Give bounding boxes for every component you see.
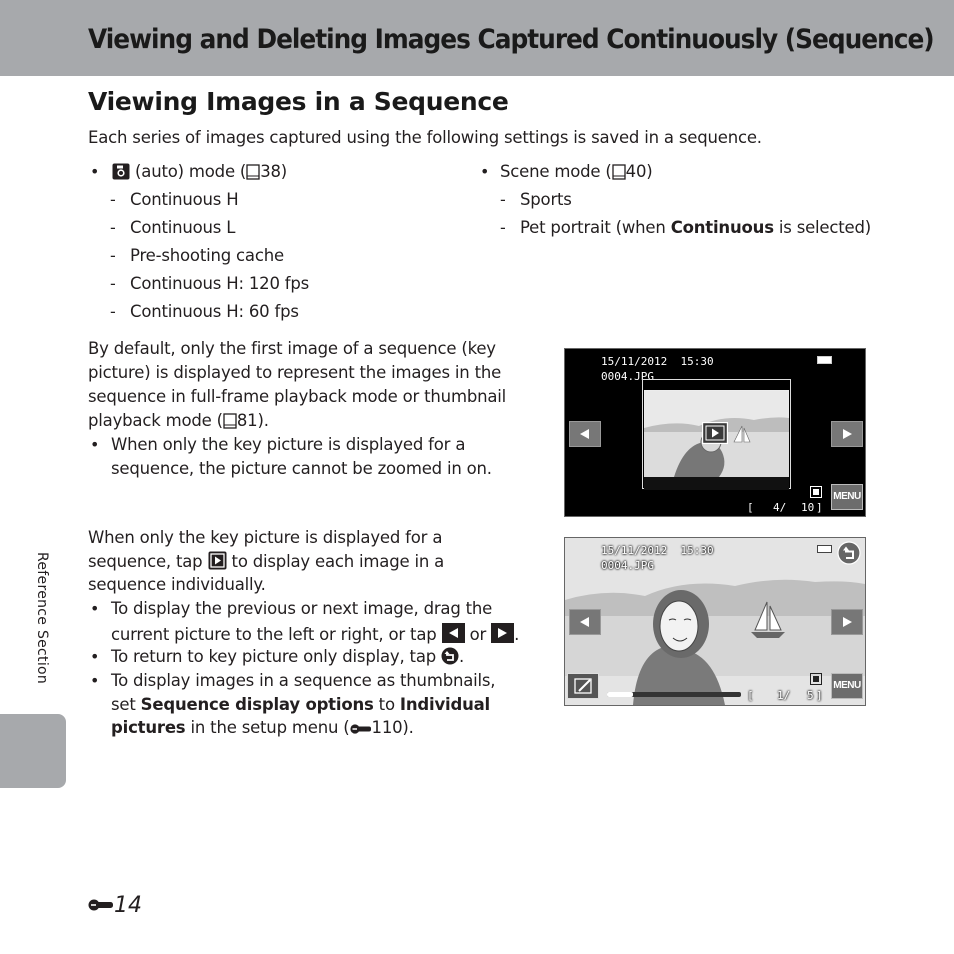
scroll-thumb[interactable] (607, 692, 633, 697)
image-total: 5 (807, 689, 814, 702)
book-reference-icon (246, 164, 260, 180)
text-span: or (464, 625, 492, 644)
list-item: Sports (520, 190, 572, 209)
intro-text: Each series of images captured using the following settings is saved in a sequence. (88, 128, 762, 147)
menu-button[interactable]: MENU (831, 484, 863, 510)
page-number (88, 893, 142, 918)
text-span: . (514, 625, 520, 644)
para-line (111, 695, 490, 714)
image-total: 10 (801, 501, 815, 514)
list-item: Continuous L (130, 218, 236, 237)
text-span: set (111, 695, 141, 714)
para-line (88, 411, 269, 430)
text-span: current picture to the left or right, or tap (111, 625, 442, 644)
para-line: When only the key picture is displayed for a (88, 528, 443, 547)
counter-bracket-close: ] (816, 689, 823, 702)
dash: - (500, 190, 506, 209)
dash: - (110, 302, 116, 321)
battery-icon (817, 545, 833, 553)
text-span: playback mode ( (88, 411, 223, 430)
bullet-icon: • (90, 435, 100, 454)
bold-term: Continuous (670, 218, 774, 237)
right-arrow-icon (832, 422, 862, 446)
next-image-button[interactable] (831, 609, 863, 635)
text-span: to display each image in a (226, 552, 445, 571)
scroll-bar[interactable] (607, 692, 741, 697)
right-arrow-icon (832, 610, 862, 634)
para-line: sequence in full-frame playback mode or thumbnail (88, 387, 507, 406)
list-item-pet-portrait (520, 218, 871, 237)
image-counter: 1/ (777, 689, 791, 702)
previous-image-button[interactable] (569, 609, 601, 635)
dash: - (110, 246, 116, 265)
left-arrow-icon (570, 422, 600, 446)
bullet-icon: • (90, 647, 100, 666)
text-span: 81). (236, 411, 269, 430)
file-name: 0004.JPG (601, 370, 654, 383)
book-reference-icon (223, 413, 237, 429)
para-line (88, 551, 444, 571)
bullet-icon: • (90, 599, 100, 618)
date-time: 15/11/2012 15:30 (601, 544, 714, 557)
image-counter: 4/ (773, 501, 787, 514)
para-line: sequence individually. (88, 575, 266, 594)
list-item: Continuous H: 120 fps (130, 274, 310, 293)
next-image-button[interactable] (831, 421, 863, 447)
bullet-icon: • (480, 162, 490, 181)
para-line: picture) is displayed to represent the images in the (88, 363, 502, 382)
retouch-icon (568, 674, 598, 698)
page-header-title: Viewing and Deleting Images Captured Continuously (Sequence) (88, 24, 934, 55)
bold-term: Individual (399, 695, 491, 714)
image-size-icon (810, 673, 822, 685)
section-side-label: Reference Section (34, 552, 50, 685)
text-span: Pet portrait (when (520, 218, 671, 237)
book-reference-icon (612, 164, 626, 180)
text-span: is selected) (773, 218, 871, 237)
e-section-icon (88, 897, 114, 913)
left-arrow-icon (570, 610, 600, 634)
camera-screen-individual (564, 537, 866, 706)
scene-mode-item (500, 162, 652, 181)
counter-bracket-close: ] (816, 501, 823, 514)
bold-term: Sequence display options (140, 695, 374, 714)
list-item: Continuous H: 60 fps (130, 302, 299, 321)
counter-bracket-open: [ (747, 689, 754, 702)
play-sequence-icon[interactable] (702, 422, 728, 444)
text-span: To return to key picture only display, tap (111, 647, 442, 666)
text-span: . (459, 647, 465, 666)
camera-screen-key-picture (564, 348, 866, 517)
previous-arrow-icon (442, 623, 465, 643)
next-arrow-icon (491, 623, 514, 643)
date-time: 15/11/2012 15:30 (601, 355, 714, 368)
text-span: to (373, 695, 400, 714)
text-span: sequence, tap (88, 552, 208, 571)
auto-mode-item (112, 162, 287, 181)
para-line (111, 623, 519, 644)
dash: - (110, 190, 116, 209)
auto-mode-text: (auto) mode ( (130, 162, 247, 181)
previous-image-button[interactable] (569, 421, 601, 447)
edit-button[interactable] (567, 673, 599, 699)
para-line: When only the key picture is displayed for a (111, 435, 466, 454)
para-line: To display images in a sequence as thumbnails, (111, 671, 496, 690)
para-line: sequence, the picture cannot be zoomed in on. (111, 459, 492, 478)
image-size-icon (810, 486, 822, 498)
bullet-icon: • (90, 162, 100, 181)
dash: - (500, 218, 506, 237)
para-line (111, 647, 464, 666)
list-item: Pre-shooting cache (130, 246, 284, 265)
bold-term: pictures (111, 718, 186, 737)
bullet-icon: • (90, 671, 100, 690)
e-section-icon (350, 722, 372, 736)
counter-bracket-open: [ (747, 501, 754, 514)
para-line (111, 718, 414, 737)
return-icon[interactable] (837, 541, 861, 565)
section-tab-marker (0, 714, 66, 788)
text-span: in the setup menu ( (185, 718, 350, 737)
return-icon (441, 647, 459, 665)
scene-mode-text: Scene mode ( (500, 162, 612, 181)
section-title: Viewing Images in a Sequence (88, 87, 509, 116)
para-line: To display the previous or next image, drag the (111, 599, 493, 618)
battery-icon (817, 356, 833, 364)
file-name: 0004.JPG (601, 559, 654, 572)
menu-button[interactable]: MENU (831, 673, 863, 699)
camera-icon (112, 163, 130, 180)
list-item: Continuous H (130, 190, 239, 209)
text-span: 110). (371, 718, 414, 737)
page-number-text: 14 (114, 893, 142, 918)
scene-mode-ref: 40) (625, 162, 653, 181)
dash: - (110, 274, 116, 293)
dash: - (110, 218, 116, 237)
para-line: By default, only the first image of a sequence (key (88, 339, 496, 358)
play-sequence-icon (208, 551, 227, 570)
auto-mode-ref: 38) (260, 162, 288, 181)
